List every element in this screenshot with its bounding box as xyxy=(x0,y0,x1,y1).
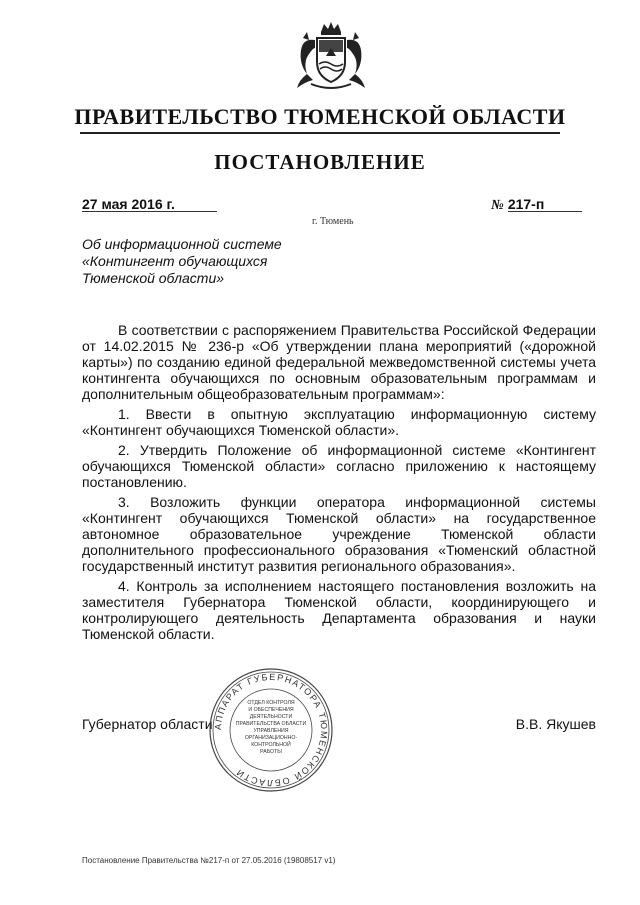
stamp-line: ПРАВИТЕЛЬСТВА ОБЛАСТИ xyxy=(235,721,307,727)
stamp-ring-text: АППАРАТ ГУБЕРНАТОРА ТЮМЕНСКОЙ ОБЛАСТИ xyxy=(212,671,330,789)
tyumen-coat-of-arms-icon xyxy=(293,18,369,94)
stamp-line: ОРГАНИЗАЦИОННО- xyxy=(244,735,298,741)
signatory-role: Губернатор области xyxy=(82,716,213,732)
document-city: г. Тюмень xyxy=(312,216,354,227)
number-value: 217-п xyxy=(507,196,545,212)
body-item-4: 4. Контроль за исполнением настоящего постановления возложить на заместителя Губернатора Тюменской области, координирующего и контролирующего деятельность Департамента образования и науки Тюменской области. xyxy=(82,578,596,642)
body-intro: В соответствии с распоряжением Правительства Российской Федерации от 14.02.2015 № 236-р «Об утверждении плана мероприятий («дорожной карты») по созданию единой федеральной межведомственной системы учета контингента обучающихся по основным образовательным программам и дополнительным общеобразовательным программам»: xyxy=(82,322,596,402)
date-underline xyxy=(82,211,217,212)
stamp-line: ОТДЕЛ КОНТРОЛЯ xyxy=(247,700,295,706)
document-date: 27 мая 2016 г. xyxy=(82,196,175,212)
subject-line: Об информационной системе xyxy=(82,236,282,252)
document-footer: Постановление Правительства №217-п от 27.05.2016 (19808517 v1) xyxy=(82,856,336,865)
document-type: ПОСТАНОВЛЕНИЕ xyxy=(214,150,426,174)
stamp-line: РАБОТЫ xyxy=(260,749,282,755)
title-divider xyxy=(80,132,560,134)
body-item-3: 3. Возложить функции оператора информационной системы «Контингент обучающихся Тюменской области» на государственное автономное образовательное учреждение Тюменской области дополнительного профессионального образования «Тюменский областной государственный институт развития регионального образования». xyxy=(82,494,596,574)
subject-line: Тюменской области» xyxy=(82,270,225,286)
stamp-line: ДЕЯТЕЛЬНОСТИ xyxy=(249,714,293,720)
stamp-line: УПРАВЛЕНИЯ xyxy=(253,728,289,734)
signatory-name: В.В. Якушев xyxy=(515,716,596,732)
body-item-1: 1. Ввести в опытную эксплуатацию информационную систему «Контингент обучающихся Тюменской области». xyxy=(82,406,596,438)
official-stamp-icon xyxy=(207,666,335,794)
stamp-line: КОНТРОЛЬНОЙ xyxy=(251,742,291,748)
stamp-line: И ОБЕСПЕЧЕНИЯ xyxy=(248,707,294,713)
number-underline xyxy=(508,211,582,212)
document-subject xyxy=(82,236,322,287)
document-body xyxy=(82,322,596,646)
body-item-2: 2. Утвердить Положение об информационной системе «Контингент обучающихся Тюменской области» согласно приложению к настоящему постановлению. xyxy=(82,442,596,490)
government-title: ПРАВИТЕЛЬСТВО ТЮМЕНСКОЙ ОБЛАСТИ xyxy=(74,104,566,129)
subject-line: «Контингент обучающихся xyxy=(82,253,268,269)
number-sign: № xyxy=(491,198,504,213)
